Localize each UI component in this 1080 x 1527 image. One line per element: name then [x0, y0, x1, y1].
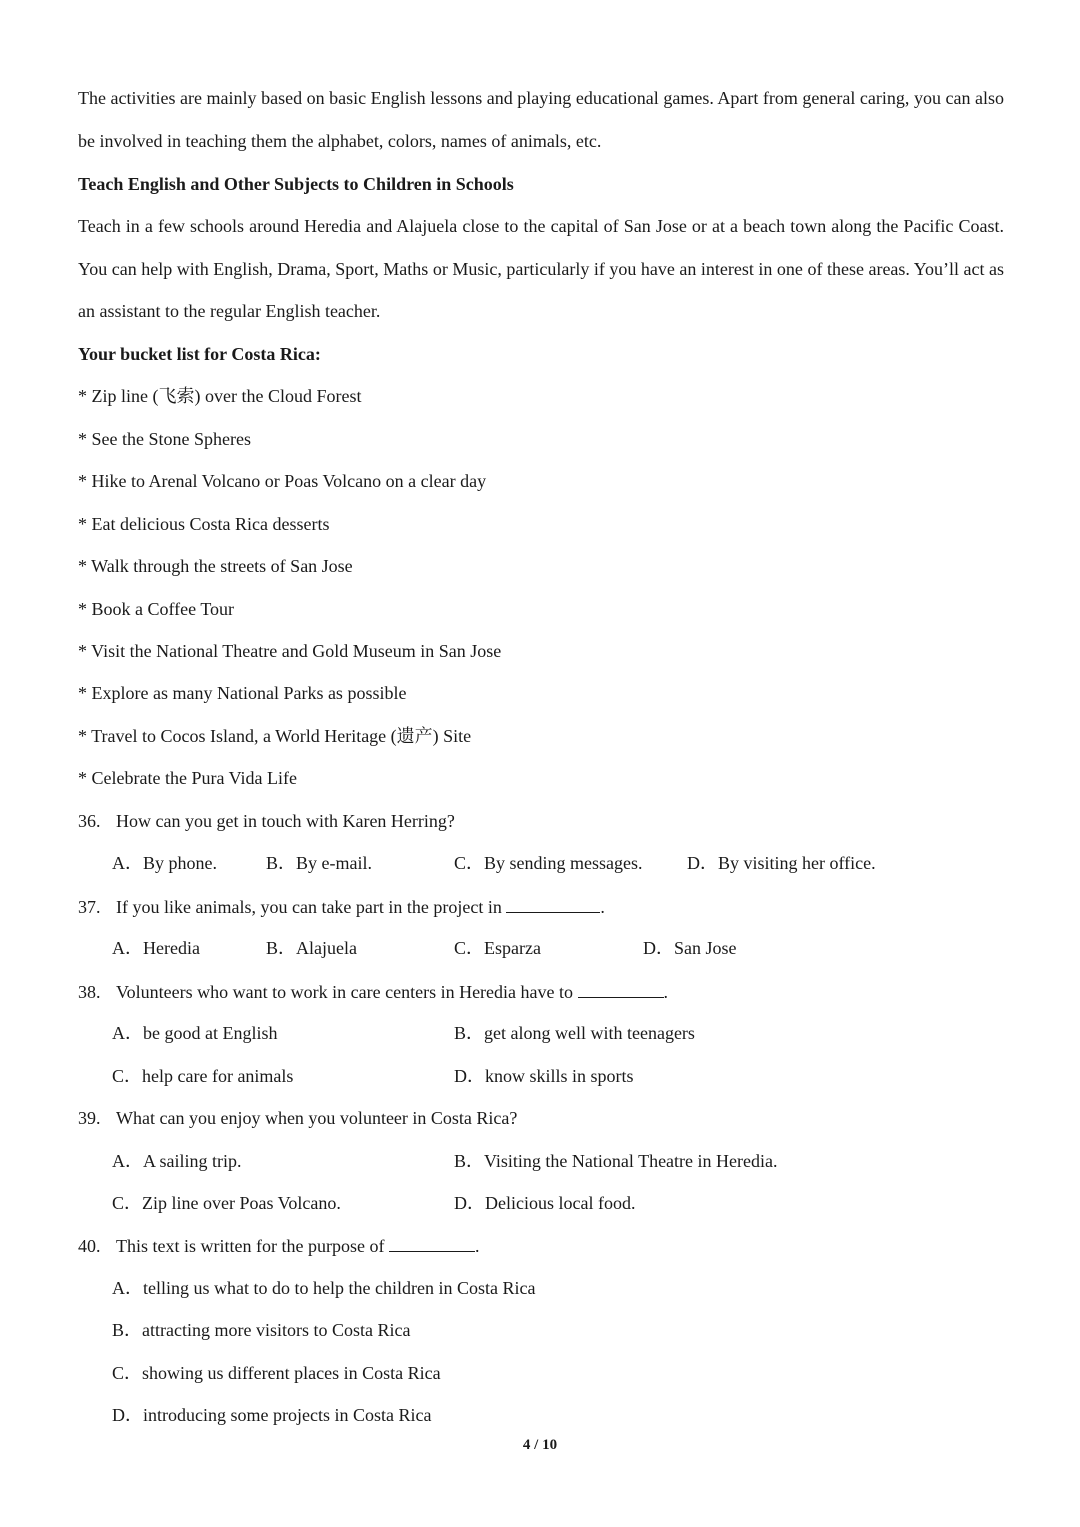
- question-36: [78, 809, 455, 833]
- option-36-d: D．By visiting her office.: [687, 853, 876, 873]
- answer-blank: [578, 979, 664, 998]
- section-paragraph: Teach in a few schools around Heredia and Alajuela close to the capital of San Jose or at a beach town along the Pacific Coast. You can help with English, Drama, Sport, Maths or Music, particularly if you have an interest in one of these areas. You’ll act as an assistant to the regular English teacher.: [78, 216, 1004, 321]
- question-38: [78, 979, 668, 1004]
- option-36-c: C．By sending messages.: [454, 853, 643, 873]
- option-38-d: D．know skills in sports: [454, 1066, 634, 1086]
- question-stem-end: .: [600, 897, 605, 917]
- bucket-item: * Hike to Arenal Volcano or Poas Volcano on a clear day: [78, 471, 487, 491]
- bucket-item: * Travel to Cocos Island, a World Heritage (遗产) Site: [78, 726, 472, 746]
- option-38-b: B．get along well with teenagers: [454, 1023, 695, 1043]
- bucket-item: * Walk through the streets of San Jose: [78, 556, 353, 576]
- option-40-d: D．introducing some projects in Costa Rica: [112, 1405, 432, 1425]
- option-37-b: B．Alajuela: [266, 938, 357, 958]
- option-40-b: B．attracting more visitors to Costa Rica: [112, 1320, 411, 1340]
- question-stem: This text is written for the purpose of: [116, 1236, 385, 1256]
- page-number: 4 / 10: [522, 1437, 558, 1453]
- question-stem: How can you get in touch with Karen Herring?: [116, 811, 455, 831]
- question-stem: Volunteers who want to work in care centers in Heredia have to: [116, 982, 574, 1002]
- question-stem: What can you enjoy when you volunteer in Costa Rica?: [116, 1108, 518, 1128]
- option-36-a: A．By phone.: [112, 853, 217, 873]
- option-40-a: A．telling us what to do to help the children in Costa Rica: [112, 1278, 536, 1298]
- question-number: 39.: [78, 1108, 101, 1128]
- section-heading: Teach English and Other Subjects to Children in Schools: [78, 174, 514, 194]
- question-39: [78, 1106, 517, 1130]
- option-38-a: A．be good at English: [112, 1023, 278, 1043]
- option-39-a: A．A sailing trip.: [112, 1151, 242, 1171]
- intro-paragraph: The activities are mainly based on basic English lessons and playing educational games. Apart from general caring, you can also be involved in teaching them the alphabet, colors, names of animals, etc.: [78, 88, 1004, 151]
- question-number: 37.: [78, 897, 101, 917]
- option-39-d: D．Delicious local food.: [454, 1193, 636, 1213]
- question-stem-end: .: [474, 1236, 480, 1256]
- option-39-c: C．Zip line over Poas Volcano.: [112, 1193, 341, 1213]
- question-number: 40.: [78, 1236, 101, 1256]
- question-stem-end: .: [663, 982, 669, 1002]
- bucket-item: * Visit the National Theatre and Gold Museum in San Jose: [78, 641, 502, 661]
- answer-blank: [506, 894, 600, 913]
- bucket-item: * Explore as many National Parks as possible: [78, 683, 407, 703]
- option-37-a: A．Heredia: [112, 938, 200, 958]
- question-40: [78, 1233, 479, 1258]
- question-number: 36.: [78, 811, 101, 831]
- question-37: [78, 894, 605, 919]
- option-37-c: C．Esparza: [454, 938, 541, 958]
- answer-blank: [389, 1233, 475, 1252]
- question-stem: If you like animals, you can take part in the project in: [116, 897, 502, 917]
- option-36-b: B．By e-mail.: [266, 853, 372, 873]
- bucket-item: * Celebrate the Pura Vida Life: [78, 768, 298, 788]
- bucket-item: * Zip line (飞索) over the Cloud Forest: [78, 386, 362, 406]
- bucket-list-heading: Your bucket list for Costa Rica:: [78, 344, 321, 364]
- option-37-d: D．San Jose: [643, 938, 737, 958]
- question-number: 38.: [78, 982, 101, 1002]
- option-38-c: C．help care for animals: [112, 1066, 294, 1086]
- bucket-item: * Book a Coffee Tour: [78, 599, 235, 619]
- option-39-b: B．Visiting the National Theatre in Heredia.: [454, 1151, 778, 1171]
- bucket-item: * Eat delicious Costa Rica desserts: [78, 514, 330, 534]
- option-40-c: C．showing us different places in Costa Rica: [112, 1363, 441, 1383]
- bucket-item: * See the Stone Spheres: [78, 429, 251, 449]
